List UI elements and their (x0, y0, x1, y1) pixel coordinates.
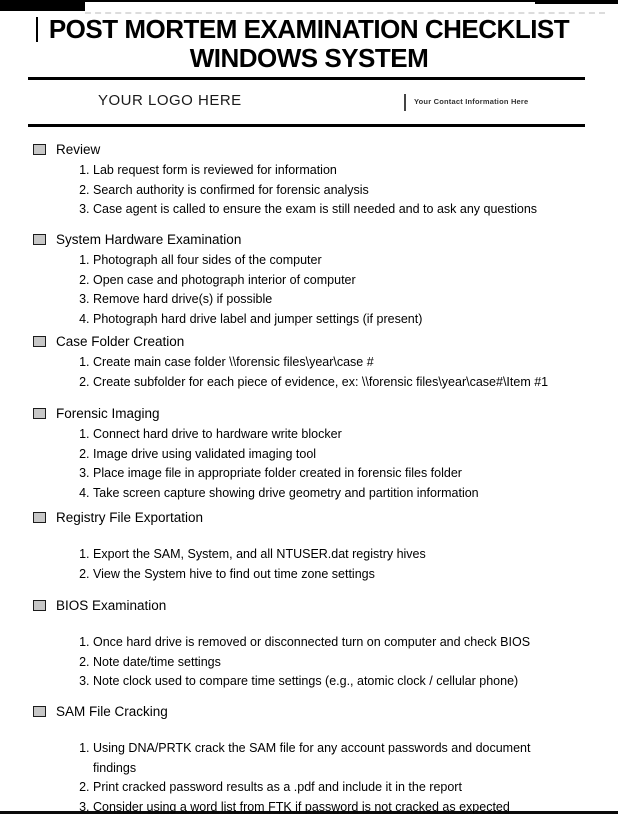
section-header (33, 703, 603, 720)
section-checkbox[interactable] (33, 512, 46, 523)
section-checkbox[interactable] (33, 600, 46, 611)
checklist-section (33, 597, 603, 692)
section-items (33, 425, 618, 503)
checklist-section (33, 405, 603, 503)
section-label: System Hardware Examination (56, 232, 242, 247)
checklist-item: 4. Take screen capture showing drive geometry and partition information (93, 484, 618, 504)
section-header (33, 333, 603, 350)
page-title (0, 15, 618, 73)
scan-artifact-top-right (535, 0, 618, 4)
checklist-item: 2. Image drive using validated imaging tool (93, 445, 618, 465)
section-header (33, 597, 603, 614)
checklist-section (33, 231, 603, 329)
section-checkbox[interactable] (33, 336, 46, 347)
checklist-item: 1. Once hard drive is removed or disconnected turn on computer and check BIOS (93, 633, 618, 653)
section-label: SAM File Cracking (56, 704, 168, 719)
section-checkbox[interactable] (33, 234, 46, 245)
checklist-item: 1. Using DNA/PRTK crack the SAM file for any account passwords and document findings (93, 739, 568, 778)
section-items (33, 251, 618, 329)
checklist-item: 1. Photograph all four sides of the computer (93, 251, 618, 271)
checklist-item: 2. View the System hive to find out time zone settings (93, 565, 618, 585)
checklist-item: 2. Print cracked password results as a .pdf and include it in the report (93, 778, 568, 798)
checklist-item: 2. Search authority is confirmed for forensic analysis (93, 181, 618, 201)
logo-placeholder: YOUR LOGO HERE (98, 92, 242, 109)
checklist-section (33, 141, 603, 220)
page-title-line1: POST MORTEM EXAMINATION CHECKLIST (48, 14, 570, 44)
checklist-item: 4. Photograph hard drive label and jumper settings (if present) (93, 310, 618, 330)
checklist-item: 3. Consider using a word list from FTK if password is not cracked as expected (93, 798, 568, 818)
horizontal-rule-bottom (28, 124, 585, 127)
section-header (33, 141, 603, 158)
contact-info: Your Contact Information Here (414, 97, 529, 106)
checklist-item: 3. Note clock used to compare time settings (e.g., atomic clock / cellular phone) (93, 672, 618, 692)
section-label: Case Folder Creation (56, 334, 185, 349)
page-title-line2: WINDOWS SYSTEM (189, 43, 429, 73)
scan-artifact-top-left (0, 0, 85, 11)
section-checkbox[interactable] (33, 144, 46, 155)
section-header (33, 405, 603, 422)
section-items (33, 161, 618, 220)
checklist-item: 1. Export the SAM, System, and all NTUSER.dat registry hives (93, 545, 618, 565)
checklist-item: 1. Lab request form is reviewed for information (93, 161, 618, 181)
checklist-item: 3. Remove hard drive(s) if possible (93, 290, 618, 310)
section-checkbox[interactable] (33, 706, 46, 717)
contact-divider-line (404, 94, 406, 111)
checklist-item: 3. Place image file in appropriate folder created in forensic files folder (93, 464, 618, 484)
section-items (33, 739, 568, 817)
checklist-item: 3. Case agent is called to ensure the exam is still needed and to ask any questions (93, 200, 618, 220)
section-items (33, 545, 618, 584)
section-checkbox[interactable] (33, 408, 46, 419)
section-header (33, 231, 603, 248)
checklist-item: 2. Open case and photograph interior of computer (93, 271, 618, 291)
section-items (33, 353, 618, 392)
checklist-section (33, 333, 603, 392)
checklist-item: 2. Note date/time settings (93, 653, 618, 673)
section-label: Forensic Imaging (56, 406, 160, 421)
section-items (33, 633, 618, 692)
section-header (33, 509, 603, 526)
checklist-item: 2. Create subfolder for each piece of evidence, ex: \\forensic files\year\case#\Item #1 (93, 373, 618, 393)
horizontal-rule-top (28, 77, 585, 80)
section-label: BIOS Examination (56, 598, 167, 613)
section-label: Review (56, 142, 101, 157)
section-label: Registry File Exportation (56, 510, 204, 525)
checklist-item: 1. Connect hard drive to hardware write blocker (93, 425, 618, 445)
checklist-item: 1. Create main case folder \\forensic files\year\case # (93, 353, 618, 373)
checklist-section (33, 509, 603, 584)
scan-artifact-top-edge (0, 0, 618, 2)
checklist-section (33, 703, 603, 817)
